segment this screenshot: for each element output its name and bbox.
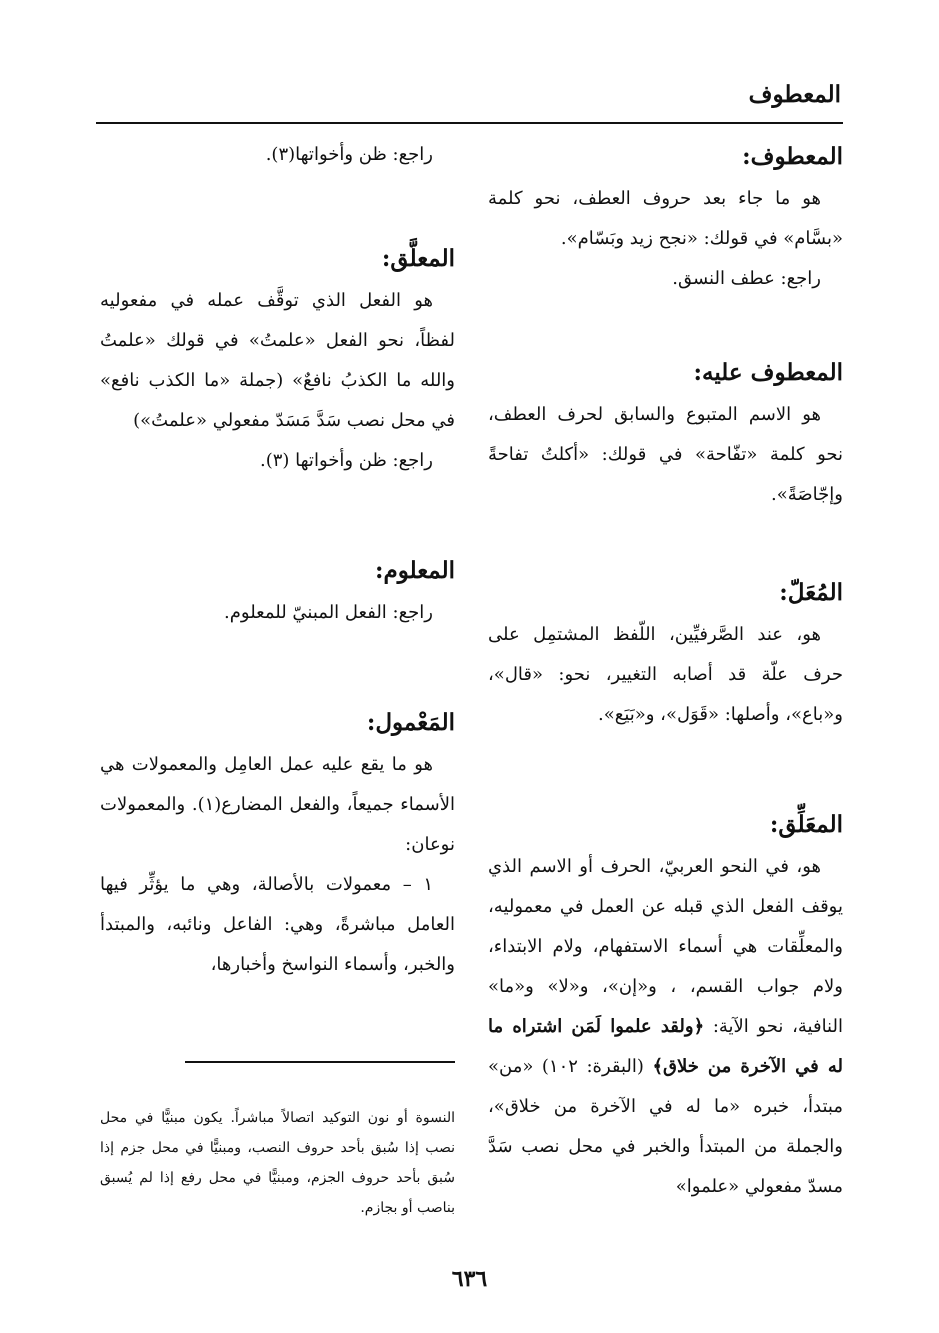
entry-body: هو الاسم المتبوع والسابق لحرف العطف، نحو كلمة «تفّاحة» في قولك: «أكلتُ تفاحةً وإجّاصَةً». [488,404,843,505]
right-column [488,135,843,1207]
header-rule [96,122,843,124]
entry-maatouf-alayh [488,351,843,515]
entry-muallaq [100,237,455,481]
entry-reference: راجع: الفعل المبنيّ للمعلوم. [224,602,433,623]
entry-term: المعَلِّق: [769,811,843,838]
entry-body: ١ – معمولات بالأصالة، وهي ما يؤثِّر فيها العامل مباشرةً، وهي: الفاعل ونائبه، والمبتدأ والخبر، وأسماء النواسخ وأخبارها، [100,874,455,975]
page-number: ٦٣٦ [451,1266,488,1292]
entry-spacer [488,299,843,351]
running-head: المعطوف [748,81,841,108]
continuation-reference: راجع: ظن وأخواتها(٣). [265,144,433,165]
entry-body: هو ما يقع عليه عمل العامِل والمعمولات هي الأسماء جميعاً، والفعل المضارع(١). والمعمولات نوعان: [100,754,455,855]
entry-term: المعلوم: [374,557,455,584]
entry-spacer [100,481,455,549]
entry-term: المُعَلّ: [779,579,843,606]
entry-maatouf [488,135,843,299]
left-column [100,135,455,985]
entry-muall [488,571,843,735]
entry-reference: راجع: عطف النسق. [672,268,821,289]
entry-reference: راجع: ظن وأخواتها (٣). [259,450,433,471]
entry-term: المعطوف عليه: [693,359,843,386]
entry-body: هو، عند الصَّرفيِّين، اللّفظ المشتمِل على حرف علّة قد أصابه التغيير، نحو: «قال»، و«باع»، وأصلها: «قَوَل»، و«بَيَع». [488,624,843,725]
entry-spacer [100,633,455,701]
body-text: (البقرة: ١٠٢) «من» مبتدأ، خبره «ما له في الآخرة من خلاق»، والجملة من المبتدأ والخبر في محل نصب سَدَّ مسدّ مفعولي «علموا» [488,1056,843,1197]
entry-maaloum [100,549,455,633]
entry-mamoul [100,701,455,985]
quran-verse: ﴿ولقد علموا لَمَن اشتراه ما له في الآخرة من خلاق﴾ [488,1016,843,1077]
entry-body: هو الفعل الذي توقَّف عمله في مفعوليه لفظاً، نحو الفعل «علمتُ» في قولك «علمتُ والله ما الكذبُ نافعٌ» (جملة «ما الكذب نافع» في محل نصب سَدَّ مَسَدّ مفعولي «علمتُ») [100,290,455,431]
entry-muallliq [488,803,843,1207]
entry-spacer [488,735,843,803]
entry-term: المعلَّق: [381,245,455,272]
entry-spacer [488,515,843,571]
footnote-rule [185,1061,455,1063]
entry-body: هو ما جاء بعد حروف العطف، نحو كلمة «بسَّام» في قولك: «نجح زيد وبَسّام». [488,188,843,249]
entry-body [488,847,843,1207]
footnote: النسوة أو نون التوكيد اتصالاً مباشراً. يكون مبنيًّا في محل نصب إذا سُبق بأحد حروف النصب، ومبنيًّا في محل جزم إذا سُبق بأحد حروف الجزم، ومبنيًّا في محل رفع إذا لم يُسبق بناصب أو بجازم. [100,1110,455,1216]
entry-spacer [100,175,455,237]
entry-term: المعطوف: [742,143,843,170]
body-text: هو، في النحو العربيّ، الحرف أو الاسم الذي يوقف الفعل الذي قبله عن العمل في معموليه، والمعلِّقات هي أسماء الاستفهام، ولام الابتداء، ولام جواب القسم، ، و«إن»، و«لا» و«ما» النافية، نحو الآية: [488,856,843,1037]
entry-term: المَعْمول: [366,709,455,736]
